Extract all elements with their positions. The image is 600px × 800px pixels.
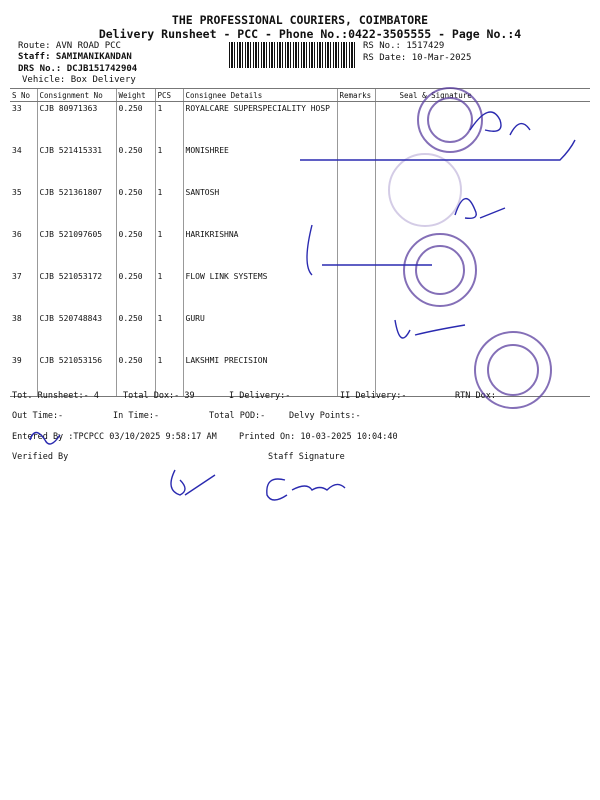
cell-consignee: ROYALCARE SUPERSPECIALITY HOSP (183, 102, 337, 145)
verifier-signature (171, 470, 215, 495)
cell-seal (375, 312, 590, 354)
cell-pcs: 1 (155, 270, 183, 312)
runsheet-subtitle: Delivery Runsheet - PCC - Phone No.:0422-3505555 - Page No.:4 (98, 27, 522, 41)
col-remarks: Remarks (337, 89, 375, 102)
rtn-dox: RTN Dox: (455, 391, 496, 401)
cell-pcs: 1 (155, 228, 183, 270)
col-consignment: Consignment No (37, 89, 116, 102)
total-pod: Total POD:- (209, 411, 266, 421)
table-header (10, 89, 590, 102)
printed-on: Printed On: 10-03-2025 10:04:40 (239, 432, 398, 442)
table-row (10, 228, 590, 270)
cell-consignment: CJB 521053172 (37, 270, 116, 312)
route: Route: AVN ROAD PCC (18, 41, 121, 51)
cell-weight: 0.250 (116, 270, 155, 312)
cell-consignment: CJB 521097605 (37, 228, 116, 270)
cell-consignee: HARIKRISHNA (183, 228, 337, 270)
cell-sno: 37 (12, 272, 22, 281)
cell-seal (375, 102, 590, 145)
cell-consignee: MONISHREE (183, 144, 337, 186)
cell-remarks (337, 270, 375, 312)
cell-pcs: 1 (155, 354, 183, 397)
col-weight: Weight (116, 89, 155, 102)
staff-signature-label: Staff Signature (268, 452, 345, 462)
cell-weight: 0.250 (116, 354, 155, 397)
cell-consignment: CJB 521361807 (37, 186, 116, 228)
cell-sno: 34 (12, 146, 22, 155)
cell-consignment: CJB 80971363 (37, 102, 116, 145)
cell-weight: 0.250 (116, 312, 155, 354)
company-title: THE PROFESSIONAL COURIERS, COIMBATORE (171, 13, 429, 27)
out-time: Out Time:- (12, 411, 64, 421)
runsheet-table (10, 88, 590, 397)
col-pcs: PCS (155, 89, 183, 102)
drs-number: DRS No.: DCJB151742904 (18, 64, 138, 74)
i-delivery: I Delivery:- (229, 391, 291, 401)
cell-sno: 38 (12, 314, 22, 323)
tot-runsheet: Tot. Runsheet:- 4 (12, 391, 99, 401)
entered-by: Entered By :TPCPCC 03/10/2025 9:58:17 AM (12, 432, 217, 442)
delvy-points: Delvy Points:- (289, 411, 361, 421)
cell-consignee: SANTOSH (183, 186, 337, 228)
cell-pcs: 1 (155, 186, 183, 228)
cell-pcs: 1 (155, 144, 183, 186)
cell-consignment: CJB 521415331 (37, 144, 116, 186)
cell-weight: 0.250 (116, 186, 155, 228)
cell-seal (375, 186, 590, 228)
table-row (10, 186, 590, 228)
cell-pcs: 1 (155, 102, 183, 145)
cell-consignment: CJB 521053156 (37, 354, 116, 397)
cell-weight: 0.250 (116, 228, 155, 270)
cell-sno: 35 (12, 188, 22, 197)
cell-sno: 39 (10, 354, 37, 397)
barcode (229, 42, 355, 68)
rs-number: RS No.: 1517429 (363, 41, 445, 51)
cell-sno: 36 (12, 230, 22, 239)
total-dox: Total Dox:- 39 (123, 391, 195, 401)
cell-remarks (337, 312, 375, 354)
col-seal: Seal & Signature (375, 89, 590, 102)
staff-signature (267, 479, 345, 500)
rs-date: RS Date: 10-Mar-2025 (363, 53, 472, 63)
staff: Staff: SAMIMANIKANDAN (18, 52, 132, 62)
table-row (10, 144, 590, 186)
cell-consignee: FLOW LINK SYSTEMS (183, 270, 337, 312)
cell-remarks (337, 102, 375, 145)
table-row (10, 102, 590, 145)
cell-weight: 0.250 (116, 144, 155, 186)
cell-remarks (337, 228, 375, 270)
cell-seal (375, 270, 590, 312)
in-time: In Time:- (113, 411, 160, 421)
cell-remarks (337, 144, 375, 186)
cell-consignee: LAKSHMI PRECISION (183, 354, 337, 397)
table-row (10, 270, 590, 312)
cell-weight: 0.250 (116, 102, 155, 145)
table-row (10, 312, 590, 354)
ii-delivery: II Delivery:- (340, 391, 407, 401)
col-consignee: Consignee Details (183, 89, 337, 102)
cell-seal (375, 228, 590, 270)
verified-by: Verified By (12, 452, 69, 462)
vehicle: Vehicle: Box Delivery (22, 75, 136, 85)
col-sno: S No (10, 89, 37, 102)
cell-seal (375, 144, 590, 186)
cell-sno: 33 (12, 104, 22, 113)
cell-consignment: CJB 520748843 (37, 312, 116, 354)
cell-remarks (337, 186, 375, 228)
cell-pcs: 1 (155, 312, 183, 354)
cell-consignee: GURU (183, 312, 337, 354)
